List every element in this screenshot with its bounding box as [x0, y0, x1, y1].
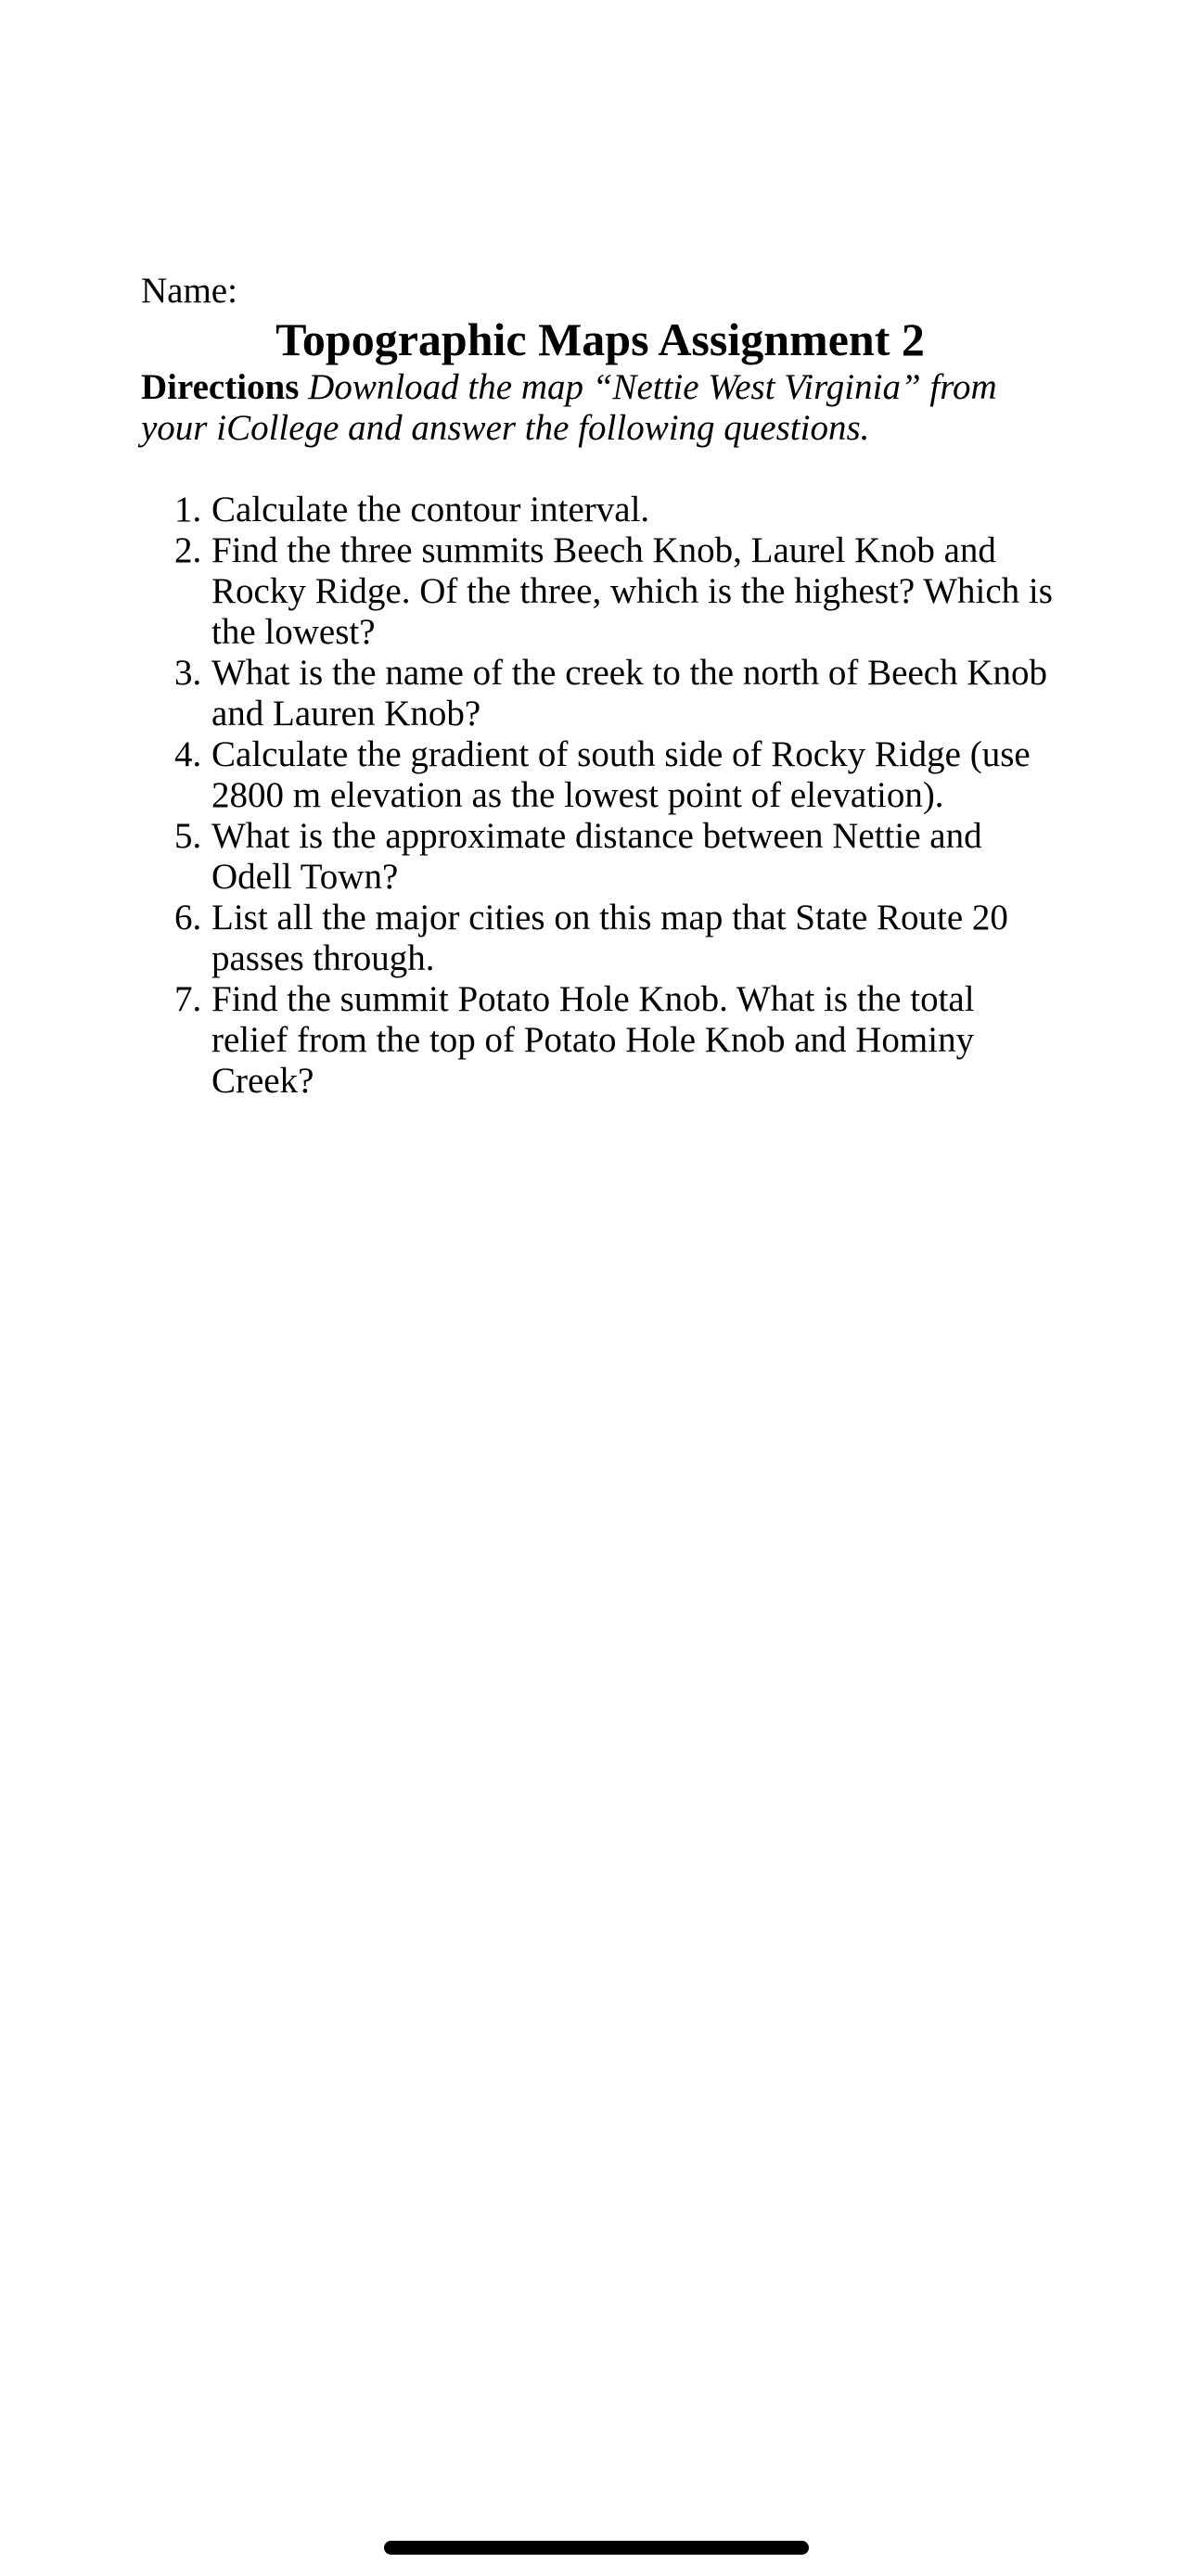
- home-indicator[interactable]: [384, 2541, 809, 2555]
- question-item: [141, 979, 1059, 1102]
- page-title: Topographic Maps Assignment 2: [275, 313, 925, 365]
- question-item: [141, 490, 1059, 530]
- directions-text: Download the map “Nettie West Virginia” from your iCollege and answer the following questions.: [141, 367, 997, 448]
- question-item: [141, 816, 1059, 898]
- question-number: 3.: [174, 653, 202, 693]
- question-text: Find the summit Potato Hole Knob. What is the total relief from the top of Potato Hole Knob and Hominy Creek?: [211, 979, 975, 1101]
- question-text: Calculate the contour interval.: [211, 490, 650, 529]
- question-list: [141, 490, 1059, 1102]
- question-text: Calculate the gradient of south side of Rocky Ridge (use 2800 m elevation as the lowest point of elevation).: [211, 734, 1031, 815]
- question-number: 6.: [174, 898, 202, 937]
- question-number: 2.: [174, 530, 202, 570]
- question-number: 1.: [174, 490, 202, 529]
- question-text: What is the name of the creek to the north of Beech Knob and Lauren Knob?: [211, 653, 1048, 733]
- directions: [141, 367, 1059, 449]
- question-item: [141, 653, 1059, 734]
- question-number: 5.: [174, 816, 202, 856]
- question-item: [141, 898, 1059, 979]
- document-page: [141, 271, 1059, 1102]
- question-item: [141, 734, 1059, 816]
- question-text: List all the major cities on this map that State Route 20 passes through.: [211, 898, 1008, 978]
- name-label: Name:: [141, 271, 237, 311]
- directions-label: Directions: [141, 367, 300, 407]
- question-number: 7.: [174, 979, 202, 1019]
- question-number: 4.: [174, 734, 202, 774]
- question-text: What is the approximate distance between Nettie and Odell Town?: [211, 816, 982, 897]
- question-item: [141, 530, 1059, 653]
- question-text: Find the three summits Beech Knob, Laurel Knob and Rocky Ridge. Of the three, which is the highest? Which is the lowest?: [211, 530, 1053, 652]
